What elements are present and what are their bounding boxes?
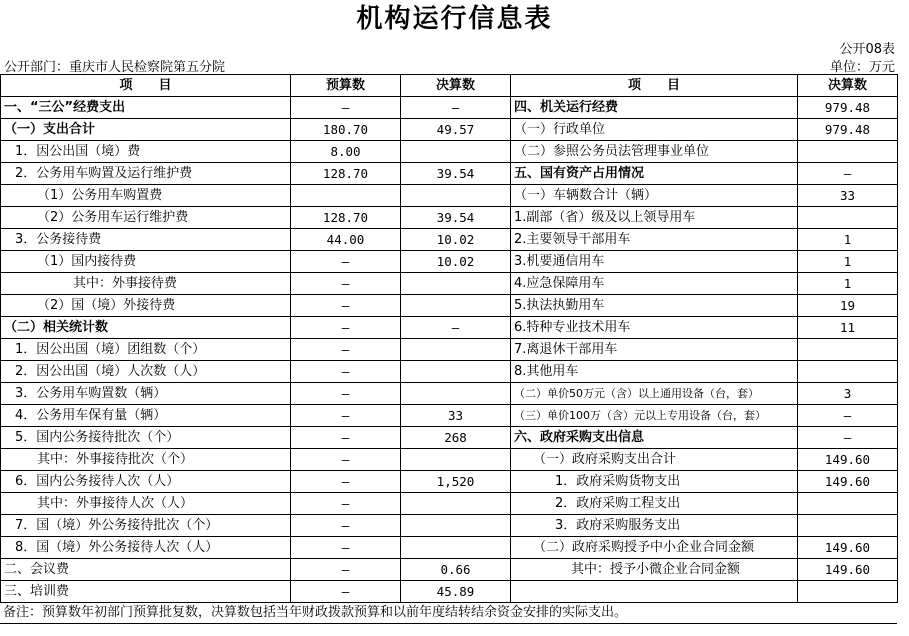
row-item-right (511, 581, 798, 603)
row-item-right: 6.特种专业技术用车 (511, 317, 798, 339)
row-item-right: 2．政府采购工程支出 (511, 493, 798, 515)
row-final: 39.54 (401, 207, 511, 229)
row-final-right: 3 (798, 383, 898, 405)
row-item: 7．国（境）外公务接待批次（个） (1, 515, 291, 537)
row-item-right: （一）政府采购支出合计 (511, 449, 798, 471)
header-row (1, 75, 898, 97)
row-final-right: 979.48 (798, 97, 898, 119)
department: 公开部门：重庆市人民检察院第五分院 (4, 60, 226, 75)
row-item: （1）国内接待费 (1, 251, 291, 273)
row-item: 二、会议费 (1, 559, 291, 581)
row-final-right (798, 141, 898, 163)
row-item: （二）相关统计数 (1, 317, 291, 339)
row-final: — (401, 317, 511, 339)
row-item-right: 2.主要领导干部用车 (511, 229, 798, 251)
table-row (1, 427, 898, 449)
form-code: 公开08表 (839, 42, 895, 57)
row-final-right: — (798, 405, 898, 427)
row-item-right: 五、国有资产占用情况 (511, 163, 798, 185)
row-item-right: （一）车辆数合计（辆） (511, 185, 798, 207)
row-budget: — (291, 559, 401, 581)
header-item: 项 目 (1, 75, 291, 97)
form-code-row (0, 38, 909, 56)
header-final-right: 决算数 (798, 75, 898, 97)
row-item: （2）国（境）外接待费 (1, 295, 291, 317)
row-budget: — (291, 339, 401, 361)
unit: 单位：万元 (829, 60, 895, 75)
row-final-right (798, 581, 898, 603)
header-item-right: 项 目 (511, 75, 798, 97)
row-budget: — (291, 449, 401, 471)
row-budget: — (291, 361, 401, 383)
row-final: 39.54 (401, 163, 511, 185)
row-final (401, 537, 511, 559)
row-item: 1．因公出国（境）费 (1, 141, 291, 163)
row-item: （一）支出合计 (1, 119, 291, 141)
table-row (1, 361, 898, 383)
row-final: 45.89 (401, 581, 511, 603)
row-item: 4．公务用车保有量（辆） (1, 405, 291, 427)
row-budget: — (291, 317, 401, 339)
row-final-right: — (798, 163, 898, 185)
row-final (401, 515, 511, 537)
row-budget: — (291, 251, 401, 273)
row-item-right: 5.执法执勤用车 (511, 295, 798, 317)
table-row (1, 493, 898, 515)
row-item-right: 8.其他用车 (511, 361, 798, 383)
data-table (0, 74, 898, 603)
row-final-right: 11 (798, 317, 898, 339)
table-row (1, 449, 898, 471)
table-row (1, 229, 898, 251)
row-final-right (798, 207, 898, 229)
row-item: 3．公务接待费 (1, 229, 291, 251)
row-final-right (798, 515, 898, 537)
row-budget: — (291, 537, 401, 559)
row-item: 其中：外事接待人次（人） (1, 493, 291, 515)
table-row (1, 317, 898, 339)
table-row (1, 471, 898, 493)
row-item-right: （二）参照公务员法管理事业单位 (511, 141, 798, 163)
row-item: 3．公务用车购置数（辆） (1, 383, 291, 405)
row-final-right: 149.60 (798, 471, 898, 493)
row-item: 5．国内公务接待批次（个） (1, 427, 291, 449)
row-final: 1,520 (401, 471, 511, 493)
row-final: 268 (401, 427, 511, 449)
department-row (0, 56, 909, 74)
row-budget: 180.70 (291, 119, 401, 141)
row-item-right: 7.离退休干部用车 (511, 339, 798, 361)
row-budget: — (291, 97, 401, 119)
table-row (1, 207, 898, 229)
row-final-right (798, 493, 898, 515)
page-title: 机构运行信息表 (356, 4, 553, 34)
row-final (401, 339, 511, 361)
table-row (1, 383, 898, 405)
row-final (401, 383, 511, 405)
footnote: 备注：预算数年初部门预算批复数，决算数包括当年财政拨款预算和以前年度结转结余资金安排的实际支出。 (0, 603, 897, 624)
row-budget: 44.00 (291, 229, 401, 251)
row-item-right: 1．政府采购货物支出 (511, 471, 798, 493)
table-row (1, 581, 898, 603)
row-item: 一、“三公”经费支出 (1, 97, 291, 119)
table-row (1, 251, 898, 273)
row-final-right: — (798, 427, 898, 449)
table-row (1, 405, 898, 427)
row-final: — (401, 97, 511, 119)
row-final-right: 33 (798, 185, 898, 207)
row-item-right: （二）政府采购授予中小企业合同金额 (511, 537, 798, 559)
row-item-right: 其中：授予小微企业合同金额 (511, 559, 798, 581)
row-item: 2．公务用车购置及运行维护费 (1, 163, 291, 185)
row-budget: — (291, 295, 401, 317)
table-row (1, 515, 898, 537)
row-budget: — (291, 405, 401, 427)
row-budget (291, 185, 401, 207)
row-budget: — (291, 273, 401, 295)
row-final-right: 1 (798, 273, 898, 295)
row-final-right: 1 (798, 251, 898, 273)
row-item: 其中：外事接待批次（个） (1, 449, 291, 471)
header-budget: 预算数 (291, 75, 401, 97)
header-final: 决算数 (401, 75, 511, 97)
row-budget: — (291, 515, 401, 537)
row-item-right: 六、政府采购支出信息 (511, 427, 798, 449)
row-final (401, 493, 511, 515)
table-row (1, 141, 898, 163)
row-item: 2．因公出国（境）人次数（人） (1, 361, 291, 383)
row-budget: 128.70 (291, 207, 401, 229)
row-final: 33 (401, 405, 511, 427)
row-final (401, 295, 511, 317)
row-budget: 8.00 (291, 141, 401, 163)
table-row (1, 185, 898, 207)
row-final-right: 979.48 (798, 119, 898, 141)
row-item-right: 3.机要通信用车 (511, 251, 798, 273)
row-item: 三、培训费 (1, 581, 291, 603)
row-final: 49.57 (401, 119, 511, 141)
row-item-right: 四、机关运行经费 (511, 97, 798, 119)
table-row (1, 119, 898, 141)
row-budget: — (291, 493, 401, 515)
row-item: 6．国内公务接待人次（人） (1, 471, 291, 493)
row-final-right: 19 (798, 295, 898, 317)
row-final (401, 449, 511, 471)
row-item: 1．因公出国（境）团组数（个） (1, 339, 291, 361)
row-budget: — (291, 427, 401, 449)
row-final-right: 1 (798, 229, 898, 251)
row-budget: 128.70 (291, 163, 401, 185)
table-row (1, 97, 898, 119)
row-final (401, 141, 511, 163)
table-row (1, 273, 898, 295)
table-row (1, 559, 898, 581)
row-item-right: （一）行政单位 (511, 119, 798, 141)
row-item-right: 3．政府采购服务支出 (511, 515, 798, 537)
row-item: 其中：外事接待费 (1, 273, 291, 295)
row-final-right (798, 361, 898, 383)
row-item-right: （二）单价50万元（含）以上通用设备（台，套） (511, 383, 798, 405)
row-item: （1）公务用车购置费 (1, 185, 291, 207)
table-row (1, 163, 898, 185)
row-item-right: 1.副部（省）级及以上领导用车 (511, 207, 798, 229)
row-budget: — (291, 471, 401, 493)
row-budget: — (291, 383, 401, 405)
row-item: 8．国（境）外公务接待人次（人） (1, 537, 291, 559)
row-item-right: 4.应急保障用车 (511, 273, 798, 295)
row-final (401, 185, 511, 207)
row-item: （2）公务用车运行维护费 (1, 207, 291, 229)
row-final (401, 361, 511, 383)
table-row (1, 537, 898, 559)
row-final-right (798, 339, 898, 361)
row-budget: — (291, 581, 401, 603)
row-final-right: 149.60 (798, 449, 898, 471)
row-final: 10.02 (401, 229, 511, 251)
row-final (401, 273, 511, 295)
row-final-right: 149.60 (798, 537, 898, 559)
row-final-right: 149.60 (798, 559, 898, 581)
table-row (1, 295, 898, 317)
table-row (1, 339, 898, 361)
row-final: 0.66 (401, 559, 511, 581)
row-item-right: （三）单价100万（含）元以上专用设备（台，套） (511, 405, 798, 427)
row-final: 10.02 (401, 251, 511, 273)
